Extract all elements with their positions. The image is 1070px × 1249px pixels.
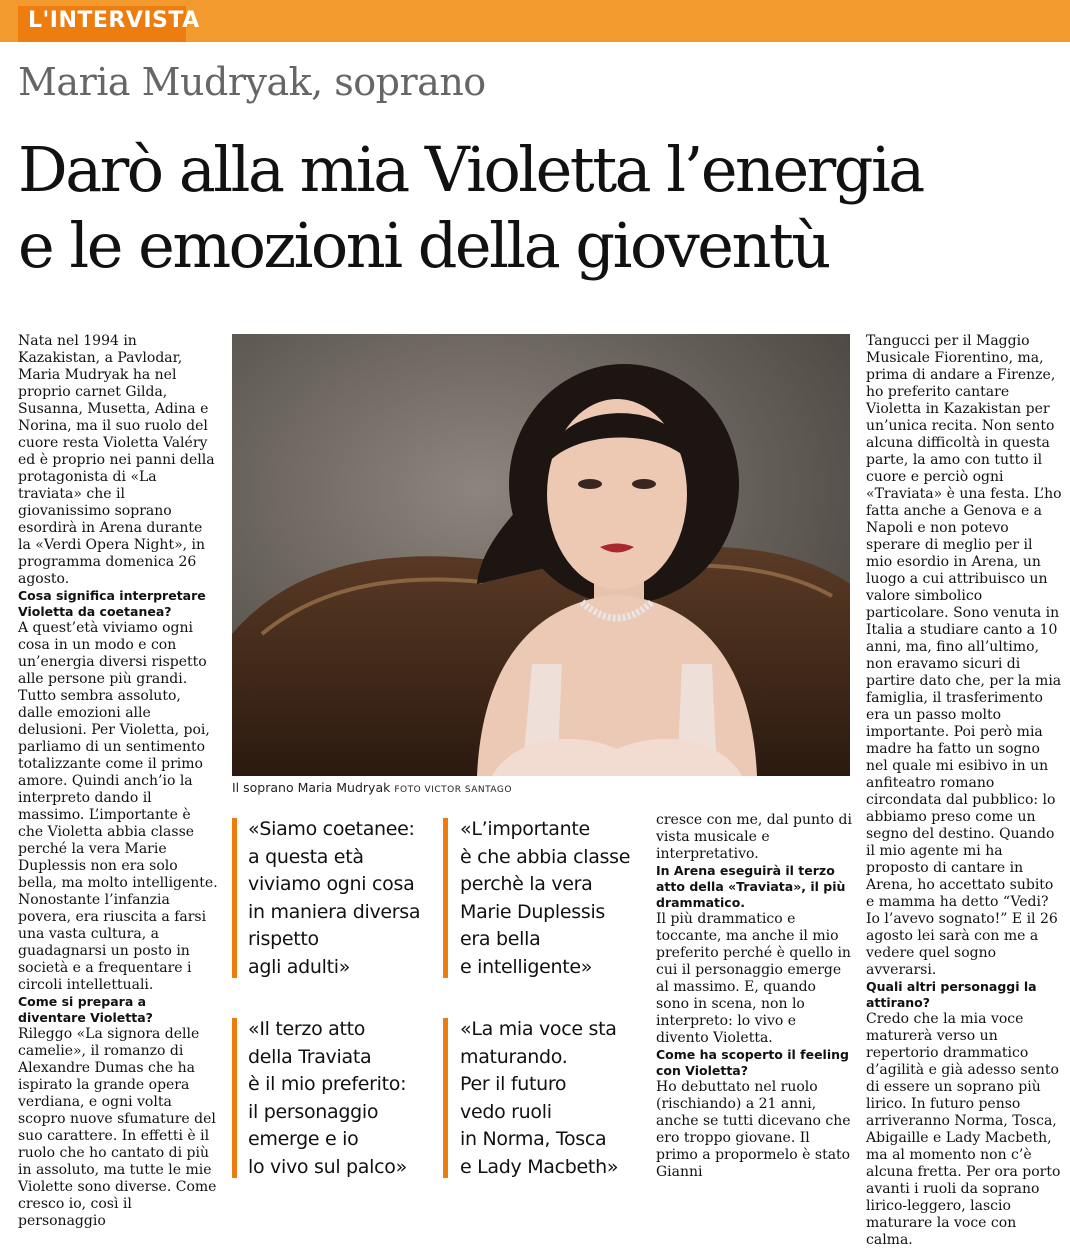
answer-4-continued: Tangucci per il Maggio Musicale Fiorentino, ma, prima di andare a Firenze, ho preferito cantare Violetta in Kazakistan per un’unica recita. Non sento alcuna difficoltà in questa parte, la amo con tutto il cuore e perciò ogni «Traviata» è una festa. L’ho fatta anche a Genova e a Napoli e non potevo sperare di meglio per il mio esordio in Arena, un luogo a cui attribuisco un valore simbolico particolare. Sono venuta in Italia a studiare canto a 10 anni, ma, fino all’ultimo, non eravamo sicuri di partire dato che, per la mia famiglia, il trasferimento era un passo molto importante. Poi però mia madre ha fatto un sogno nel quale mi esibivo in un anfiteatro romano circondata dal pubblico: lo abbiamo preso come un segno del destino. Quando il mio agente mi ha proposto di cantare in Arena, ho accettato subito e mamma ha detto “Vedi? Io l’avevo sognato!” E il 26 agosto lei sarà con me a vedere quel sogno avverarsi.	[866, 333, 1062, 978]
pullquote-3-line: emerge e io	[248, 1128, 359, 1150]
pullquote-4	[460, 1016, 645, 1181]
pullquote-4-line: Per il futuro	[460, 1073, 567, 1095]
caption-text: Il soprano Maria Mudryak	[232, 780, 391, 795]
pullquote-3-line: della Traviata	[248, 1045, 372, 1068]
photo-credit: FOTO VICTOR SANTAGO	[394, 785, 512, 795]
pullquote-1-line: viviamo ogni cosa	[248, 873, 415, 895]
answer-4: Ho debuttato nel ruolo (rischiando) a 21 anni, anche se tutti dicevano che ero troppo giovane. Il primo a propormelo è stato Gianni	[656, 1079, 851, 1180]
intro-paragraph: Nata nel 1994 in Kazakistan, a Pavlodar, Maria Mudryak ha nel proprio carnet Gilda, Susanna, Musetta, Adina e Norina, ma il suo ruolo del cuore resta Violetta Valéry ed è proprio nei panni della protagonista di «La traviata» che il giovanissimo soprano esordirà in Arena durante la «Verdi Opera Night», in programma domenica 26 agosto.	[18, 333, 215, 587]
pullquote-4-line: vedo ruoli	[460, 1100, 552, 1123]
photo-caption	[232, 780, 512, 795]
question-1: Cosa significa interpretare Violetta da coetanea?	[18, 588, 206, 619]
pullquote-1-line: in maniera diversa	[248, 900, 421, 923]
pullquote-2-line: e intelligente»	[460, 955, 593, 978]
question-2: Come si prepara a diventare Violetta?	[18, 994, 153, 1025]
pullquote-1-line: a questa età	[248, 845, 364, 868]
section-label: L'INTERVISTA	[28, 8, 200, 33]
pullquote-1-line: «Siamo coetanee:	[248, 818, 415, 840]
pullquote-marker-1	[232, 818, 237, 978]
pullquote-4-line: maturando.	[460, 1045, 568, 1068]
pullquote-marker-4	[443, 1018, 448, 1178]
column-4	[656, 812, 852, 1181]
article-kicker: Maria Mudryak, soprano	[18, 60, 486, 104]
pullquote-4-line: «La mia voce sta	[460, 1018, 617, 1040]
answer-1: A quest’età viviamo ogni cosa in un modo e con un’energia diversi rispetto alle persone più grandi. Tutto sembra assoluto, dalle emozioni alle delusioni. Per Violetta, poi, parliamo di un sentimento totalizzante come il primo amore. Quindi anch’io la interpreto dando il massimo. L’importante è che Violetta abbia classe perché la vera Marie Duplessis non era solo bella, ma molto intelligente. Nonostante l’infanzia povera, era riuscita a farsi una vasta cultura, a guadagnarsi un posto in società e a frequentare i circoli intellettuali.	[18, 620, 218, 993]
pullquote-1-line: agli adulti»	[248, 955, 351, 978]
question-3: In Arena eseguirà il terzo atto della «Traviata», il più drammatico.	[656, 863, 846, 910]
pullquote-2-line: perchè la vera	[460, 873, 593, 895]
pullquote-marker-3	[232, 1018, 237, 1178]
column-5	[866, 333, 1062, 1249]
pullquote-2	[460, 816, 645, 981]
answer-3: Il più drammatico e toccante, ma anche il mio preferito perché è quello in cui il personaggio emerge al massimo. E, quando sono in scena, non lo interpreto: lo vivo e divento Violetta.	[656, 911, 851, 1046]
pullquote-4-line: e Lady Macbeth»	[460, 1155, 619, 1178]
pullquote-2-line: era bella	[460, 928, 541, 950]
pullquote-3-line: è il mio preferito:	[248, 1073, 407, 1095]
pullquote-marker-2	[443, 818, 448, 978]
headline-line-2: e le emozioni della gioventù	[18, 209, 829, 282]
question-4: Come ha scoperto il feeling con Violetta?	[656, 1047, 849, 1078]
pullquote-4-line: in Norma, Tosca	[460, 1128, 607, 1150]
pullquote-1	[248, 816, 438, 981]
pullquote-2-line: è che abbia classe	[460, 845, 631, 868]
portrait-photo	[232, 334, 850, 776]
pullquote-2-line: «L’importante	[460, 818, 590, 840]
question-5: Quali altri personaggi la attirano?	[866, 979, 1037, 1010]
answer-2: Rileggo «La signora delle camelie», il romanzo di Alexandre Dumas che ha ispirato la grande opera verdiana, e ogni volta scopro nuove sfumature del suo carattere. In effetti è il ruolo che ho cantato di più in assoluto, ma tutte le mie Violette sono diverse. Come cresco io, così il personaggio	[18, 1026, 217, 1229]
answer-2-continued: cresce con me, dal punto di vista musicale e interpretativo.	[656, 812, 852, 862]
pullquote-3-line: lo vivo sul palco»	[248, 1155, 407, 1178]
headline-line-1: Darò alla mia Violetta l’energia	[18, 133, 923, 206]
article-headline	[18, 132, 1058, 284]
pullquote-1-line: rispetto	[248, 928, 319, 950]
answer-5: Credo che la mia voce maturerà verso un repertorio drammatico d’agilità e già adesso sento di essere un soprano più lirico. In futuro penso arriveranno Norma, Tosca, Abigaille e Lady Macbeth, ma al momento non c’è alcuna fretta. Per ora porto avanti i ruoli da soprano lirico-leggero, lascio maturare la voce con calma.	[866, 1011, 1061, 1248]
pullquote-3-line: «Il terzo atto	[248, 1018, 366, 1040]
pullquote-3	[248, 1016, 438, 1181]
column-1	[18, 333, 218, 1230]
pullquote-2-line: Marie Duplessis	[460, 900, 606, 923]
pullquote-3-line: il personaggio	[248, 1100, 379, 1123]
